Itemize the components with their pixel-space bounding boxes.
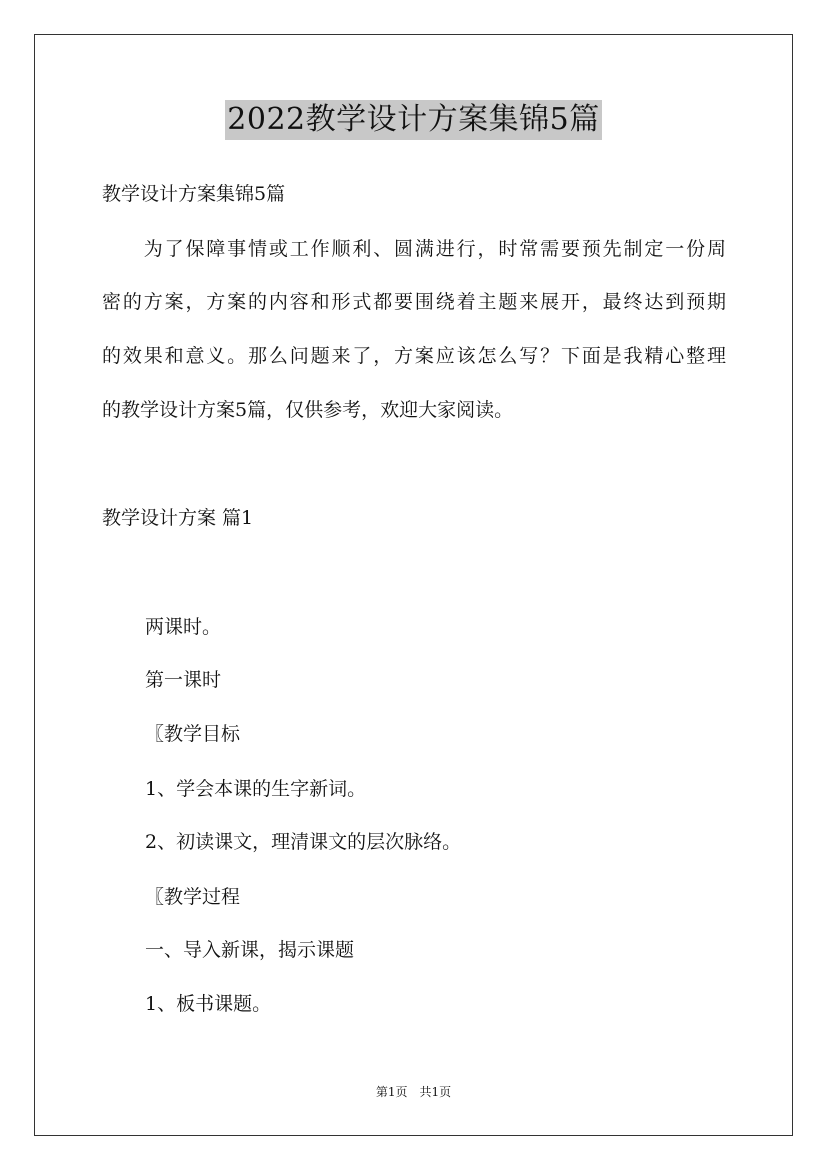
body-line: 〖教学目标 <box>145 723 241 745</box>
intro-line: 的教学设计方案5篇，仅供参考，欢迎大家阅读。 <box>102 399 514 421</box>
intro-line: 密的方案，方案的内容和形式都要围绕着主题来展开，最终达到预期 <box>102 291 726 313</box>
body-line: 一、导入新课，揭示课题 <box>145 939 355 961</box>
page-number-footer: 第1页 共1页 <box>375 1085 452 1099</box>
document-subtitle: 教学设计方案集锦5篇 <box>102 183 286 205</box>
body-line: 第一课时 <box>145 669 222 691</box>
body-line: 两课时。 <box>145 616 222 638</box>
title-wrapper <box>0 100 827 140</box>
intro-line: 为了保障事情或工作顺利、圆满进行，时常需要预先制定一份周 <box>102 238 726 260</box>
intro-line: 的效果和意义。那么问题来了，方案应该怎么写？下面是我精心整理 <box>102 345 726 367</box>
body-line: 〖教学过程 <box>145 886 241 908</box>
document-title: 2022教学设计方案集锦5篇 <box>225 100 601 140</box>
section-heading: 教学设计方案 篇1 <box>102 507 254 529</box>
body-line: 1、学会本课的生字新词。 <box>145 778 367 800</box>
body-line: 1、板书课题。 <box>145 993 272 1015</box>
body-line: 2、初读课文，理清课文的层次脉络。 <box>145 831 462 853</box>
